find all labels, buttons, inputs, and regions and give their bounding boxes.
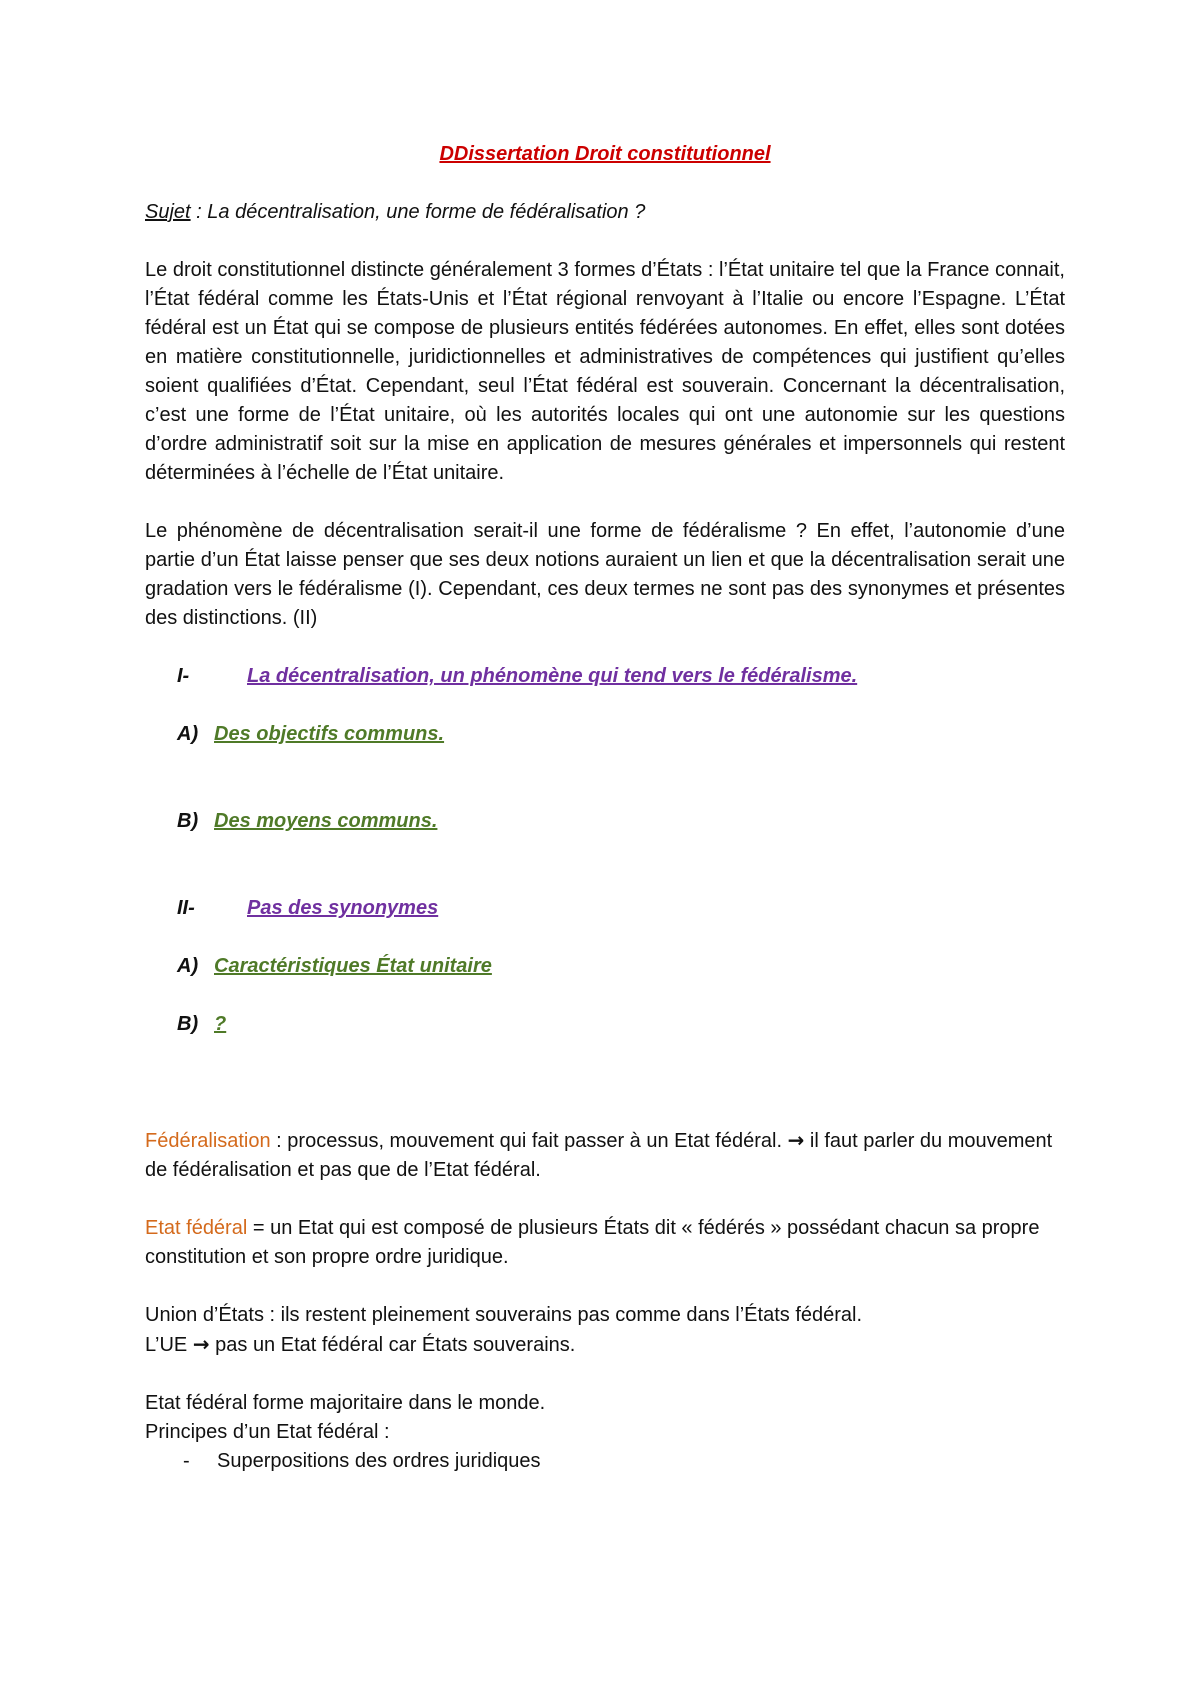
subject-label: Sujet	[145, 201, 191, 223]
outline-part-1-a-text: Des objectifs communs.	[214, 723, 445, 745]
list-item-text: Superpositions des ordres juridiques	[217, 1450, 541, 1472]
outline-part-2-num: II-	[177, 897, 195, 919]
arrow-right-icon: →	[787, 1128, 805, 1152]
list-item	[183, 1447, 1065, 1476]
outline-part-2-b-text: ?	[214, 1013, 227, 1035]
subject-line	[145, 198, 1065, 227]
outline-part-2	[177, 894, 1065, 923]
outline-part-1-b-num: B)	[177, 810, 199, 832]
problem-paragraph: Le phénomène de décentralisation serait-il une forme de fédéralisme ? En effet, l’autonomie d’une partie d’un État laisse penser que ses deux notions auraient un lien et que la décentralisation serait une gradation vers le fédéralisme (I). Cependant, ces deux termes ne sont pas des synonymes et présentes des distinctions. (II)	[145, 520, 1065, 629]
intro-paragraph: Le droit constitutionnel distincte généralement 3 formes d’États : l’État unitaire tel que la France connait, l’État fédéral comme les États-Unis et l’État régional renvoyant à l’Italie ou encore l’Espagne. L’État fédéral est un État qui se compose de plusieurs entités fédérées autonomes. En effet, elles sont dotées en matière constitutionnelle, juridictionnelles et administratives de compétences qui justifient qu’elles soient qualifiées d’État. Cependant, seul l’État fédéral est souverain. Concernant la décentralisation, c’est une forme de l’État unitaire, où les autorités locales qui ont une autonomie sur les questions d’ordre administratif soit sur la mise en application de mesures générales et impersonnels qui restent déterminées à l’échelle de l’État unitaire.	[145, 259, 1065, 484]
outline-part-1	[177, 662, 1065, 691]
bullet-dash: -	[183, 1450, 190, 1472]
outline-part-2-a-num: A)	[177, 955, 199, 977]
outline-part-1-a-num: A)	[177, 723, 199, 745]
note-federalisation	[145, 1126, 1065, 1185]
note-majority: Etat fédéral forme majoritaire dans le monde.	[145, 1392, 546, 1414]
note-ue	[145, 1330, 1065, 1360]
note-principles: Principes d’un Etat fédéral :	[145, 1421, 390, 1443]
subject-text: : La décentralisation, une forme de fédéralisation ?	[190, 201, 646, 223]
outline-part-2-a	[177, 952, 1065, 981]
outline-part-1-text: La décentralisation, un phénomène qui tend vers le fédéralisme.	[247, 665, 858, 687]
note-etat-federal	[145, 1214, 1065, 1272]
arrow-right-icon: →	[192, 1332, 210, 1356]
note-union: Union d’États : ils restent pleinement souverains pas comme dans l’États fédéral.	[145, 1304, 863, 1326]
note-federalisation-def-1: : processus, mouvement qui fait passer à un Etat fédéral.	[270, 1130, 788, 1152]
note-etat-federal-term: Etat fédéral	[145, 1217, 248, 1239]
outline-part-2-text: Pas des synonymes	[247, 897, 439, 919]
note-federalisation-term: Fédéralisation	[145, 1130, 271, 1152]
note-etat-federal-def: = un Etat qui est composé de plusieurs États dit « fédérés » possédant chacun sa propre constitution et son propre ordre juridique.	[145, 1217, 1040, 1268]
note-ue-suffix: pas un Etat fédéral car États souverains.	[209, 1334, 576, 1356]
outline-part-2-b	[177, 1010, 1065, 1039]
note-ue-prefix: L’UE	[145, 1334, 193, 1356]
outline-part-1-a	[177, 720, 1065, 749]
document-body	[145, 140, 1065, 1476]
document-title: DDissertation Droit constitutionnel	[439, 143, 771, 165]
outline-part-1-num: I-	[177, 665, 190, 687]
outline-part-1-b	[177, 807, 1065, 836]
outline-part-2-a-text: Caractéristiques État unitaire	[214, 955, 492, 977]
outline	[145, 662, 1065, 1039]
outline-part-1-b-text: Des moyens communs.	[214, 810, 438, 832]
note-federalisation-def-2: il faut parler du mouvement de fédéralisation et pas que de l’Etat fédéral.	[145, 1130, 1053, 1181]
outline-part-2-b-num: B)	[177, 1013, 199, 1035]
